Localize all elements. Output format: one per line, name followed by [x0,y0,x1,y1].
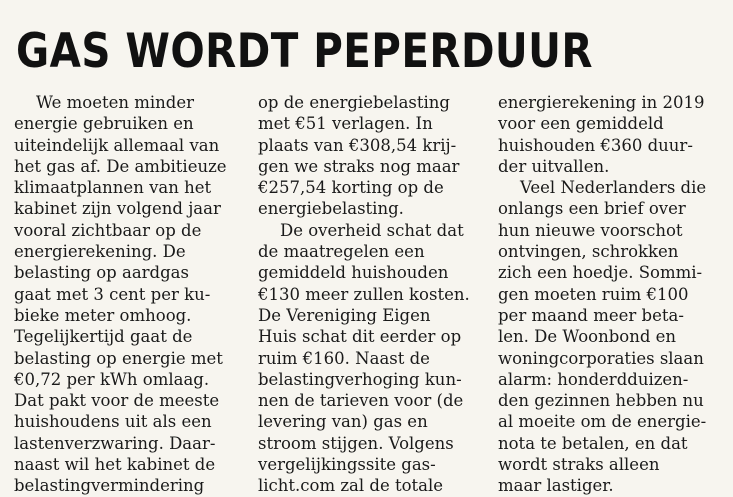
headline: GAS WORDT PEPERDUUR [16,24,593,79]
text-line: €257,54 korting op de [258,178,444,198]
text-line: den gezinnen hebben nu [498,391,704,411]
text-line: energiebelasting. [258,199,404,219]
text-line: licht.com zal de totale [258,476,444,496]
text-line: energierekening. De [14,242,186,262]
text-line: gaat met 3 cent per ku- [14,284,211,304]
text-line: ontvingen, schrokken [498,242,679,262]
text-line: levering van) gas en [258,412,428,432]
text-line: stroom stijgen. Volgens [258,433,454,453]
text-line: al moeite om de energie- [498,412,707,432]
text-line: ruim €160. Naast de [258,348,430,368]
text-line: vooral zichtbaar op de [14,220,202,240]
text-line: onlangs een brief over [498,199,686,219]
text-line: klimaatplannen van het [14,178,212,198]
text-line: €0,72 per kWh omlaag. [14,369,210,389]
text-line: nen de tarieven voor (de [258,391,464,411]
text-line: de maatregelen een [258,242,425,262]
text-line: belastingvermindering [14,476,205,496]
text-line: vergelijkingssite gas- [258,455,436,475]
text-line: zich een hoedje. Sommi- [498,263,703,283]
text-line: energierekening in 2019 [498,93,705,112]
text-line: huishouden €360 duur- [498,135,693,155]
text-line: Tegelijkertijd gaat de [14,327,193,347]
text-line: bieke meter omhoog. [14,305,192,325]
text-line: nota te betalen, en dat [498,433,688,453]
text-line: op de energiebelasting [258,93,450,112]
text-line: gemiddeld huishouden [258,263,449,283]
text-line: huishoudens uit als een [14,412,212,432]
text-line: voor een gemiddeld [498,114,664,134]
text-line: Veel Nederlanders die [520,178,707,198]
text-line: Dat pakt voor de meeste [14,391,220,411]
text-line: uiteindelijk allemaal van [14,135,220,155]
article-column-3 [498,92,706,497]
text-line: De overheid schat dat [280,220,464,240]
article-column-1 [14,92,227,497]
text-line: naast wil het kabinet de [14,455,216,475]
text-line: belasting op aardgas [14,263,189,283]
text-line: hun nieuwe voorschot [498,220,683,240]
text-line: We moeten minder [36,93,194,112]
text-line: gen we straks nog maar [258,156,460,176]
text-line: De Vereniging Eigen [258,305,431,325]
text-line: Huis schat dit eerder op [258,327,462,347]
text-line: belasting op energie met [14,348,223,368]
text-line: wordt straks alleen [498,455,660,475]
text-line: per maand meer beta- [498,305,684,325]
text-line: het gas af. De ambitieuze [14,156,227,176]
text-line: alarm: honderdduizen- [498,369,689,389]
text-line: met €51 verlagen. In [258,114,433,134]
text-line: energie gebruiken en [14,114,194,134]
text-line: kabinet zijn volgend jaar [14,199,221,219]
article-column-2 [258,92,470,497]
text-line: woningcorporaties slaan [498,348,704,368]
text-line: der uitvallen. [498,156,610,176]
text-line: lastenverzwaring. Daar- [14,433,216,453]
text-line: belastingverhoging kun- [258,369,462,389]
text-line: €130 meer zullen kosten. [258,284,470,304]
text-line: maar lastiger. [498,476,614,496]
text-line: gen moeten ruim €100 [498,284,689,304]
text-line: len. De Woonbond en [498,327,677,347]
text-line: plaats van €308,54 krij- [258,135,457,155]
